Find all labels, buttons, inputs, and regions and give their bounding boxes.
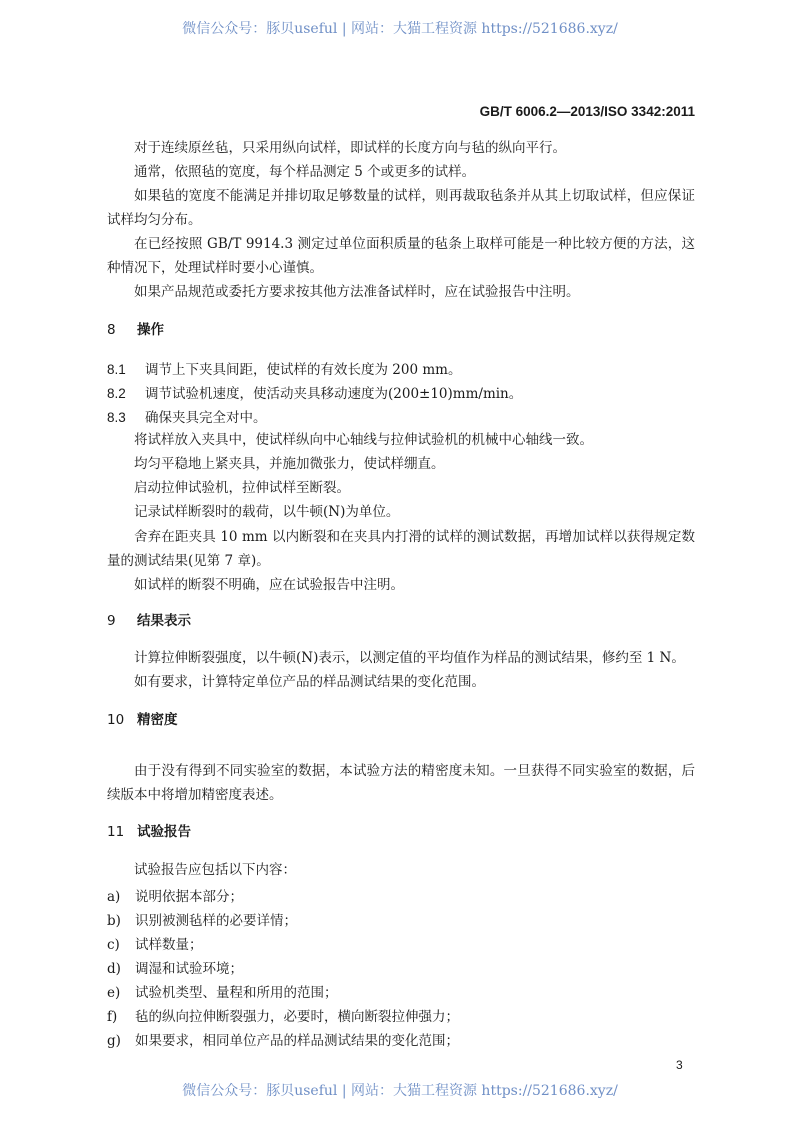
subclause xyxy=(107,382,522,402)
section-number: 11 xyxy=(107,824,125,840)
section-title: 结果表示 xyxy=(137,613,191,629)
section-number: 9 xyxy=(107,613,116,629)
list-text: 说明依据本部分； xyxy=(135,889,243,905)
list-label: e) xyxy=(107,985,121,1001)
paragraph: 如试样的断裂不明确，应在试验报告中注明。 xyxy=(134,577,404,593)
paragraph: 在已经按照 GB/T 9914.3 测定过单位面积质量的毡条上取样可能是一种比较方便的方法，这种情况下，处理试样时要小心谨慎。 xyxy=(107,236,695,276)
list-label: d) xyxy=(107,961,121,977)
section-title: 操作 xyxy=(137,322,164,338)
page-number: 3 xyxy=(676,1058,683,1072)
section-title: 试验报告 xyxy=(137,824,191,840)
list-item xyxy=(107,957,243,977)
list-label: a) xyxy=(107,889,121,905)
section-title: 精密度 xyxy=(137,712,178,728)
paragraph: 由于没有得到不同实验室的数据，本试验方法的精密度未知。一旦获得不同实验室的数据，后续版本中将增加精密度表述。 xyxy=(107,763,695,803)
list-text: 如果要求，相同单位产品的样品测试结果的变化范围； xyxy=(135,1033,459,1049)
paragraph: 如有要求，计算特定单位产品的样品测试结果的变化范围。 xyxy=(134,674,485,690)
list-text: 试验机类型、量程和所用的范围； xyxy=(135,985,338,1001)
subclause-number: 8.2 xyxy=(107,386,126,401)
subclause-text: 调节上下夹具间距，使试样的有效长度为 200 mm。 xyxy=(145,362,462,378)
subclause xyxy=(107,358,461,378)
section-number: 10 xyxy=(107,712,125,728)
section-number: 8 xyxy=(107,322,116,338)
paragraph: 将试样放入夹具中，使试样纵向中心轴线与拉伸试验机的机械中心轴线一致。 xyxy=(134,432,593,448)
watermark-top: 微信公众号：豚贝useful | 网站：大猫工程资源 https://521686.xyz/ xyxy=(182,21,618,37)
paragraph: 试验报告应包括以下内容： xyxy=(134,862,296,878)
paragraph: 计算拉伸断裂强度，以牛顿(N)表示，以测定值的平均值作为样品的测试结果，修约至 1 N。 xyxy=(134,650,685,666)
watermark-bottom: 微信公众号：豚贝useful | 网站：大猫工程资源 https://521686.xyz/ xyxy=(182,1083,618,1099)
list-item xyxy=(107,1029,459,1049)
list-text: 毡的纵向拉伸断裂强力，必要时，横向断裂拉伸强力； xyxy=(135,1009,459,1025)
subclause-text: 确保夹具完全对中。 xyxy=(145,410,267,426)
list-item xyxy=(107,909,297,929)
paragraph: 通常，依照毡的宽度，每个样品测定 5 个或更多的试样。 xyxy=(134,164,476,180)
list-label: f) xyxy=(107,1009,118,1025)
list-label: g) xyxy=(107,1033,121,1049)
subclause-number: 8.1 xyxy=(107,362,126,377)
paragraph: 启动拉伸试验机，拉伸试样至断裂。 xyxy=(134,480,350,496)
subclause xyxy=(107,406,267,426)
list-text: 试样数量； xyxy=(135,937,203,953)
list-item xyxy=(107,981,338,1001)
list-label: b) xyxy=(107,913,121,929)
paragraph: 舍弃在距夹具 10 mm 以内断裂和在夹具内打滑的试样的测试数据，再增加试样以获得规定数量的测试结果(见第 7 章)。 xyxy=(107,529,695,569)
subclause-number: 8.3 xyxy=(107,410,126,425)
paragraph: 如果产品规范或委托方要求按其他方法准备试样时，应在试验报告中注明。 xyxy=(134,284,580,300)
section-heading-9 xyxy=(107,609,191,629)
paragraph: 如果毡的宽度不能满足并排切取足够数量的试样，则再裁取毡条并从其上切取试样，但应保证试样均匀分布。 xyxy=(107,188,695,228)
list-item xyxy=(107,885,243,905)
list-item xyxy=(107,933,203,953)
section-heading-8 xyxy=(107,318,164,338)
subclause-text: 调节试验机速度，使活动夹具移动速度为(200±10)mm/min。 xyxy=(145,386,523,402)
list-text: 识别被测毡样的必要详情； xyxy=(135,913,297,929)
section-heading-11 xyxy=(107,820,191,840)
standard-header: GB/T 6006.2—2013/ISO 3342:2011 xyxy=(479,104,695,119)
section-heading-10 xyxy=(107,708,178,728)
paragraph: 均匀平稳地上紧夹具，并施加微张力，使试样绷直。 xyxy=(134,456,445,472)
paragraph: 对于连续原丝毡，只采用纵向试样，即试样的长度方向与毡的纵向平行。 xyxy=(134,140,566,156)
paragraph: 记录试样断裂时的载荷，以牛顿(N)为单位。 xyxy=(134,504,400,520)
list-item xyxy=(107,1005,459,1025)
list-text: 调湿和试验环境； xyxy=(135,961,243,977)
list-label: c) xyxy=(107,937,120,953)
